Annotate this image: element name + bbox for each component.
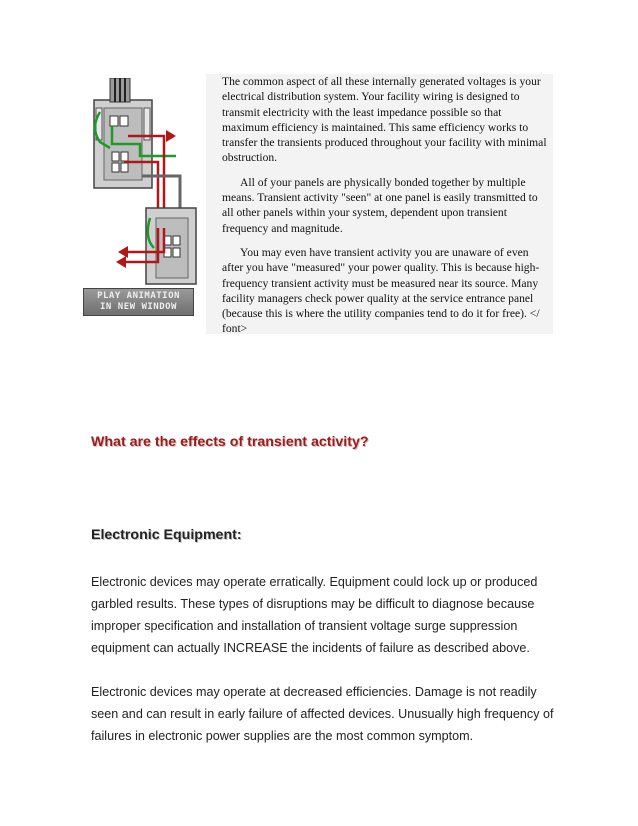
- electrical-panels-illustration: [80, 78, 198, 320]
- electronic-equipment-heading: Electronic Equipment:: [91, 527, 242, 543]
- panels-diagram-svg: [80, 78, 198, 320]
- textbox-paragraph-3: You may even have transient activity you are unaware of even after you have "measured" your power quality. This is because high-frequency transient activity must be measured near its source. Many facility managers check power quality at the service entrance panel (because this is where the utility companies tend to do it for free). </ font>: [222, 245, 540, 336]
- lower-breaker-2: [173, 236, 180, 245]
- explanation-textbox: [206, 74, 553, 334]
- body-paragraph-1: Electronic devices may operate erratically. Equipment could lock up or produced garbled results. These types of disruptions may be difficult to diagnose because improper specification and installation of transient voltage surge suppression equipment can actually INCREASE the incidents of failure as described above.: [91, 575, 538, 655]
- red-arrow-right: [166, 130, 176, 142]
- lower-breaker-4: [173, 248, 180, 257]
- textbox-paragraph-2: All of your panels are physically bonded together by multiple means. Transient activity "seen" at one panel is easily transmitted to all other panels within your system, dependent upon transient frequency and magnitude.: [222, 175, 538, 235]
- upper-breaker-1: [110, 116, 118, 126]
- upper-breaker-3: [112, 152, 119, 161]
- effects-heading: What are the effects of transient activity?: [91, 434, 369, 450]
- play-animation-line1: PLAY ANIMATION: [97, 291, 180, 301]
- red-arrow-left-2: [116, 256, 126, 268]
- play-animation-line2: IN NEW WINDOW: [100, 302, 177, 312]
- upper-breaker-2: [120, 116, 128, 126]
- body-paragraph-2: Electronic devices may operate at decreased efficiencies. Damage is not readily seen and can result in early failure of affected devices. Unusually high frequency of failures in electronic power supplies are the most common symptom.: [91, 685, 554, 743]
- lower-panel-inner: [156, 218, 188, 278]
- textbox-content: [222, 74, 551, 346]
- upper-breaker-4: [121, 152, 128, 161]
- red-arrow-left-1: [118, 246, 128, 258]
- upper-breaker-6: [121, 163, 128, 172]
- play-animation-button[interactable]: [83, 288, 194, 316]
- upper-breaker-5: [112, 163, 119, 172]
- textbox-paragraph-1: The common aspect of all these internally generated voltages is your electrical distribution system. Your facility wiring is designed to transmit electricity with the least impedance possible so that maximum efficiency is maintained. This same efficiency works to transfer the transients produced throughout your facility with minimal obstruction.: [222, 75, 547, 165]
